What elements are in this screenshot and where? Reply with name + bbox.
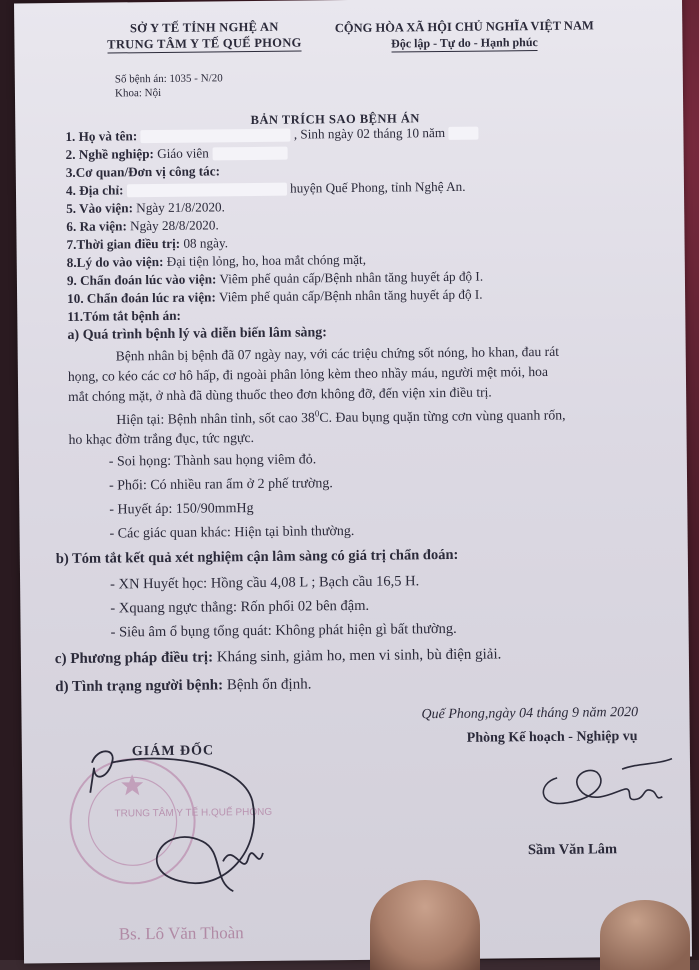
section-b-heading: b) Tóm tắt kết quả xét nghiệm cận lâm sàng có giá trị chẩn đoán: xyxy=(55,546,459,568)
field-reason xyxy=(67,252,366,271)
field-address-label: 4. Địa chỉ: xyxy=(65,182,124,198)
field-discharge-diagnosis-value: Viêm phế quản cấp/Bệnh nhân tăng huyết áp độ I. xyxy=(218,286,483,305)
record-number: Số bệnh án: 1035 - N/20 xyxy=(114,72,223,86)
field-admission-diagnosis-label: 9. Chẩn đoán lúc vào viện: xyxy=(66,271,217,288)
exam-lungs: - Phổi: Có nhiều ran ẩm ở 2 phế trường. xyxy=(108,476,333,494)
field-address-value: huyện Quế Phong, tỉnh Nghệ An. xyxy=(289,178,466,196)
lab-hematology: - XN Huyết học: Hồng cầu 4,08 L ; Bạch cầu 16,5 H. xyxy=(110,573,420,593)
left-signature xyxy=(72,741,294,923)
section-a-current-2: ho khạc đờm trắng đục, tức ngực. xyxy=(68,430,255,447)
current-status-part-2: C. Đau bụng quặn từng cơn vùng quanh rốn, xyxy=(319,407,566,425)
right-signature xyxy=(527,757,678,819)
field-summary xyxy=(67,308,181,325)
field-summary-label: 11.Tóm tắt bệnh án: xyxy=(67,307,181,324)
issuer-header xyxy=(84,18,324,54)
director-title: GIÁM ĐỐC xyxy=(131,743,215,760)
treatment-label: c) Phương pháp điều trị: xyxy=(54,649,214,668)
field-discharge xyxy=(66,217,219,235)
field-occupation xyxy=(66,145,288,163)
section-a-line-2: họng, co kéo các cơ hô hấp, đi ngoài phân lỏng kèm theo nhầy máu, người mệt mỏi, hoa xyxy=(67,363,549,384)
signing-date: Quế Phong,ngày 04 tháng 9 năm 2020 xyxy=(421,705,639,723)
document-title: BẢN TRÍCH SAO BỆNH ÁN xyxy=(250,111,420,128)
right-signer-name: Sầm Văn Lâm xyxy=(527,841,618,859)
field-duration xyxy=(66,235,228,253)
field-workplace xyxy=(66,163,220,181)
record-meta xyxy=(115,71,223,100)
section-a-heading: a) Quá trình bệnh lý và diễn biến lâm sàng: xyxy=(67,325,327,343)
field-reason-value: Đại tiện lỏng, ho, hoa mắt chóng mặt, xyxy=(166,251,367,269)
field-name xyxy=(65,125,478,145)
field-admission-diagnosis-value: Viêm phế quản cấp/Bệnh nhân tăng huyết áp độ I. xyxy=(219,268,484,287)
thumb-occlusion xyxy=(600,900,690,970)
exam-blood-pressure: - Huyết áp: 150/90mmHg xyxy=(109,501,254,518)
degree-sup: 0 xyxy=(314,408,320,419)
condition-value: Bệnh ổn định. xyxy=(226,676,312,694)
treatment-value: Kháng sinh, giảm ho, men vi sinh, bù điện giải. xyxy=(216,646,502,666)
field-discharge-diagnosis xyxy=(67,287,483,307)
redacted-name xyxy=(140,129,290,144)
field-discharge-value: Ngày 28/8/2020. xyxy=(130,217,219,234)
birth-date: , Sinh ngày 02 tháng 10 năm xyxy=(293,124,446,142)
stamp-text: TRUNG TÂM Y TẾ H.QUẾ PHONG xyxy=(114,806,273,820)
exam-throat: - Soi họng: Thành sau họng viêm đỏ. xyxy=(108,452,317,470)
redacted-occupation xyxy=(212,147,287,161)
field-admission-diagnosis xyxy=(67,269,483,289)
current-status-part-1: Hiện tại: Bệnh nhân tỉnh, sốt cao 38 xyxy=(116,409,315,428)
issuer-line-2: TRUNG TÂM Y TẾ QUẾ PHONG xyxy=(107,35,302,52)
section-a-line-1: Bệnh nhân bị bệnh đã 07 ngày nay, với các triệu chứng sốt nóng, ho khan, đau rát xyxy=(115,343,560,364)
section-d xyxy=(55,676,311,696)
exam-other: - Các giác quan khác: Hiện tại bình thường. xyxy=(109,523,355,542)
national-motto: Độc lập - Tự do - Hạnh phúc xyxy=(391,35,538,51)
document-page xyxy=(14,0,692,963)
section-a-line-3: mắt chóng mặt, ở nhà đã dùng thuốc theo đơn không đỡ, đến viện xin điều trị. xyxy=(68,384,492,404)
field-occupation-label: 2. Nghề nghiệp: xyxy=(65,146,154,162)
lab-xray: - Xquang ngực thẳng: Rốn phổi 02 bên đậm. xyxy=(110,597,370,617)
field-occupation-value: Giáo viên xyxy=(157,145,209,162)
director-name: Bs. Lô Văn Thoàn xyxy=(118,923,244,944)
field-admission xyxy=(66,199,225,217)
field-discharge-label: 6. Ra viện: xyxy=(66,218,127,234)
field-reason-label: 8.Lý do vào viện: xyxy=(66,253,164,270)
field-duration-value: 08 ngày. xyxy=(183,235,229,251)
department: Khoa: Nội xyxy=(114,86,162,100)
field-duration-label: 7.Thời gian điều trị: xyxy=(66,235,181,252)
redacted-address xyxy=(127,183,287,198)
section-a-current xyxy=(116,406,565,428)
finger-occlusion xyxy=(370,880,480,970)
section-c xyxy=(55,646,502,668)
field-address xyxy=(66,179,466,199)
field-admission-label: 5. Vào viện: xyxy=(66,200,134,216)
field-workplace-label: 3.Cơ quan/Đơn vị công tác: xyxy=(65,163,221,180)
condition-label: d) Tình trạng người bệnh: xyxy=(55,677,224,696)
issuer-line-1: SỞ Y TẾ TỈNH NGHỆ AN xyxy=(129,19,279,36)
country-name: CỘNG HÒA XÃ HỘI CHỦ NGHĨA VIỆT NAM xyxy=(334,18,594,36)
signing-department: Phòng Kế hoạch - Nghiệp vụ xyxy=(466,729,638,746)
field-discharge-diagnosis-label: 10. Chẩn đoán lúc ra viện: xyxy=(67,289,216,306)
redacted-year xyxy=(448,127,478,140)
field-name-label: 1. Họ và tên: xyxy=(65,128,138,144)
national-header xyxy=(314,18,614,69)
lab-ultrasound: - Siêu âm ổ bụng tổng quát: Không phát hiện gì bất thường. xyxy=(110,620,457,641)
field-admission-value: Ngày 21/8/2020. xyxy=(136,199,225,216)
